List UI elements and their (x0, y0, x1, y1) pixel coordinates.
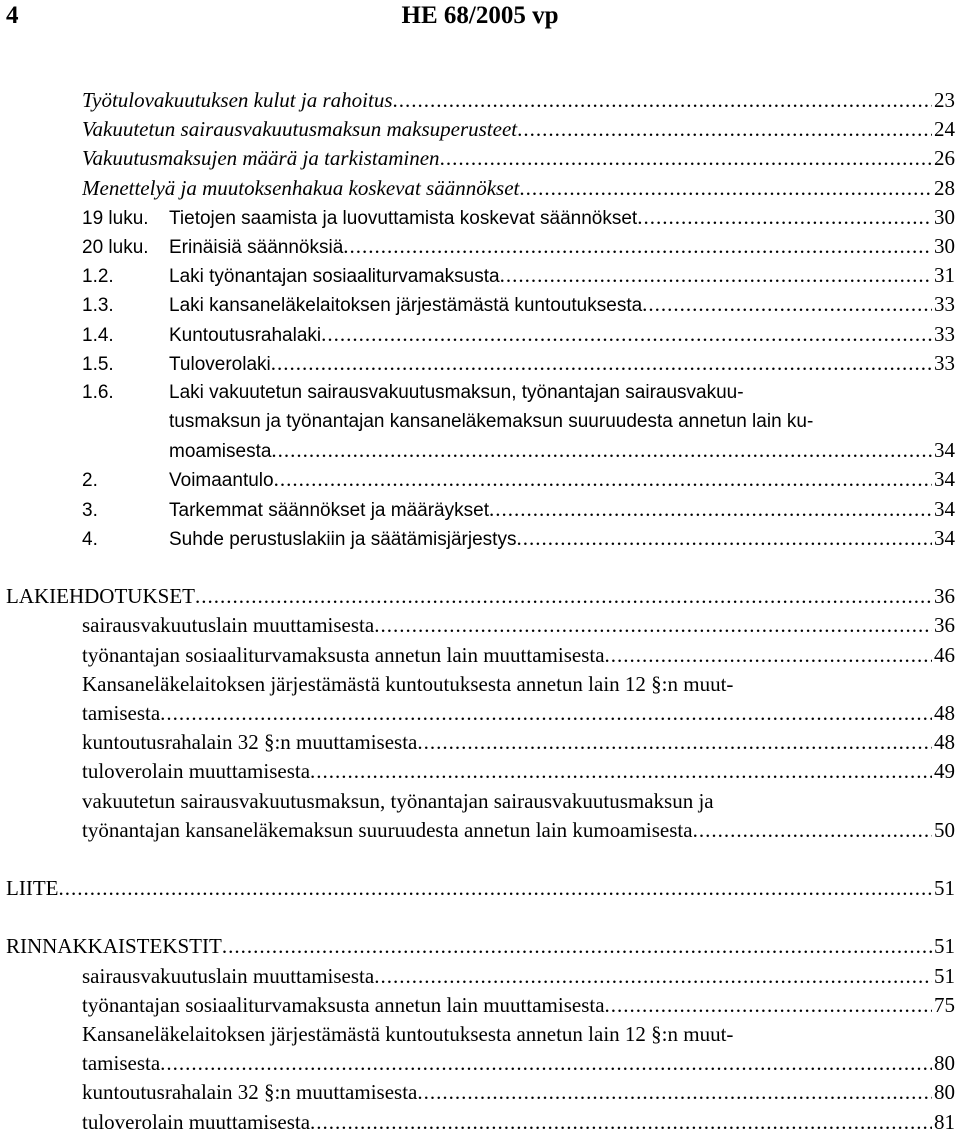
toc-entry-page: 30 (934, 233, 955, 258)
toc-entry-number: 20 luku. (82, 236, 149, 258)
toc-entry[interactable] (0, 816, 960, 845)
toc-entry[interactable] (0, 932, 960, 961)
toc-entry-page: 51 (934, 876, 955, 901)
toc-entry[interactable] (0, 320, 960, 349)
toc-entry-title: Menettelyä ja muutoksenhakua koskevat säännökset (82, 175, 520, 200)
dot-leader (310, 1108, 932, 1137)
dot-leader (637, 203, 932, 232)
toc-entry[interactable] (0, 670, 960, 699)
toc-entry-page: 49 (934, 759, 955, 784)
dot-leader (500, 261, 932, 290)
toc-entry-number: 4. (82, 528, 98, 550)
toc-entry-title: kuntoutusrahalain 32 §:n muuttamisesta (82, 1080, 418, 1105)
toc-entry-title: LIITE (6, 876, 59, 901)
dot-leader (274, 465, 932, 494)
toc-entry[interactable] (0, 203, 960, 232)
dot-leader (417, 1078, 932, 1107)
toc-entry[interactable] (0, 1108, 960, 1137)
toc-entry[interactable] (0, 874, 960, 903)
toc-entry[interactable] (0, 1049, 960, 1078)
toc-entry-title: työnantajan sosiaaliturvamaksusta annetun lain muuttamisesta (82, 992, 605, 1017)
toc-entry-page: 30 (934, 204, 955, 229)
dot-leader (517, 115, 932, 144)
toc-entry-title: Laki työnantajan sosiaaliturvamaksusta (169, 266, 500, 288)
toc-entry[interactable] (0, 465, 960, 494)
toc-entry-number: 1.3. (82, 295, 114, 317)
toc-entry-title: tuloverolain muuttamisesta (82, 1109, 311, 1134)
toc-entry[interactable] (0, 728, 960, 757)
dot-leader (374, 962, 932, 991)
toc-entry[interactable] (0, 436, 960, 465)
toc-entry-title: tamisesta (82, 1051, 161, 1076)
toc-entry-title: Tietojen saamista ja luovuttamista koskevat säännökset (169, 207, 638, 229)
dot-leader (222, 932, 932, 961)
toc-entry-page: 81 (934, 1109, 955, 1134)
dot-leader (271, 436, 932, 465)
toc-entry-title: tusmaksun ja työnantajan kansaneläkemaksun suuruudesta annetun lain ku- (169, 411, 814, 433)
toc-entry-page: 48 (934, 700, 955, 725)
toc-entry[interactable] (0, 1078, 960, 1107)
toc-entry-title: Vakuutetun sairausvakuutusmaksun maksuperusteet (82, 117, 518, 142)
toc-entry-page: 36 (934, 613, 955, 638)
toc-entry-page: 48 (934, 730, 955, 755)
toc-entry-title: sairausvakuutuslain muuttamisesta (82, 963, 375, 988)
toc-entry[interactable] (0, 144, 960, 173)
toc-entry-title: RINNAKKAISTEKSTIT (6, 934, 222, 959)
toc-entry-title: vakuutetun sairausvakuutusmaksun, työnantajan sairausvakuutusmaksun ja (82, 788, 714, 813)
dot-leader (605, 641, 932, 670)
toc-entry-title: Tuloverolaki (169, 353, 271, 375)
toc-entry-number: 1.6. (82, 381, 114, 403)
toc-entry-page: 31 (934, 263, 955, 288)
toc-entry-page: 34 (934, 467, 955, 492)
dot-leader (519, 174, 932, 203)
toc-entry-title: Tarkemmat säännökset ja määräykset (169, 499, 489, 521)
toc-entry-number: 19 luku. (82, 207, 149, 229)
dot-leader (642, 290, 932, 319)
toc-entry[interactable] (0, 611, 960, 640)
dot-leader (393, 86, 933, 115)
toc-entry-title: Erinäisiä säännöksiä (169, 236, 344, 258)
toc-entry-number: 3. (82, 499, 98, 521)
dot-leader (321, 320, 932, 349)
toc-entry[interactable] (0, 378, 960, 407)
toc-entry-page: 75 (934, 992, 955, 1017)
toc-entry[interactable] (0, 787, 960, 816)
dot-leader (516, 524, 932, 553)
toc-entry-title: Työtulovakuutuksen kulut ja rahoitus (82, 88, 393, 112)
toc-entry-title: LAKIEHDOTUKSET (6, 584, 195, 609)
toc-entry[interactable] (0, 349, 960, 378)
dot-leader (489, 495, 932, 524)
toc-entry-page: 33 (934, 321, 955, 346)
dot-leader (271, 349, 932, 378)
toc-entry-title: Suhde perustuslakiin ja säätämisjärjestys (169, 528, 517, 550)
toc-entry-title: tuloverolain muuttamisesta (82, 759, 311, 784)
dot-leader (693, 816, 932, 845)
toc-entry-number: 1.5. (82, 353, 114, 375)
toc-entry-page: 51 (934, 934, 955, 959)
toc-entry-page: 28 (934, 175, 955, 200)
table-of-contents (0, 86, 960, 1137)
toc-entry-page: 24 (934, 117, 955, 142)
toc-entry[interactable] (0, 524, 960, 553)
toc-entry-page: 51 (934, 963, 955, 988)
document-id: HE 68/2005 vp (401, 2, 559, 29)
toc-entry-number: 2. (82, 470, 98, 492)
toc-entry[interactable] (0, 290, 960, 319)
toc-entry[interactable] (0, 641, 960, 670)
toc-entry-title: Laki vakuutetun sairausvakuutusmaksun, työnantajan sairausvakuu- (169, 381, 744, 403)
dot-leader (160, 699, 932, 728)
toc-entry[interactable] (0, 962, 960, 991)
toc-entry-title: tamisesta (82, 700, 161, 725)
toc-entry-title: työnantajan sosiaaliturvamaksusta annetun lain muuttamisesta (82, 642, 605, 667)
dot-leader (160, 1049, 932, 1078)
toc-entry[interactable] (0, 757, 960, 786)
toc-entry-page: 34 (934, 525, 955, 550)
dot-leader (417, 728, 932, 757)
toc-entry-page: 34 (934, 438, 955, 463)
toc-entry[interactable] (0, 582, 960, 611)
toc-entry[interactable] (0, 1020, 960, 1049)
toc-entry[interactable] (0, 86, 960, 115)
toc-entry[interactable] (0, 991, 960, 1020)
toc-entry-page: 36 (934, 584, 955, 609)
toc-entry-title: moamisesta (169, 441, 272, 463)
toc-entry-title: sairausvakuutuslain muuttamisesta (82, 613, 375, 638)
toc-entry-title: Voimaantulo (169, 470, 274, 492)
toc-entry-page: 50 (934, 817, 955, 842)
toc-entry-title: Kansaneläkelaitoksen järjestämästä kuntoutuksesta annetun lain 12 §:n muut- (82, 1022, 734, 1046)
dot-leader (58, 874, 932, 903)
toc-entry-number: 1.4. (82, 324, 114, 346)
toc-entry[interactable] (0, 232, 960, 261)
toc-entry[interactable] (0, 115, 960, 144)
toc-entry-page: 46 (934, 642, 955, 667)
toc-entry-title: Vakuutusmaksujen määrä ja tarkistaminen (82, 146, 440, 171)
dot-leader (374, 611, 932, 640)
toc-entry-page: 33 (934, 292, 955, 317)
toc-entry-title: Kansaneläkelaitoksen järjestämästä kuntoutuksesta annetun lain 12 §:n muut- (82, 671, 734, 696)
toc-entry-title: Laki kansaneläkelaitoksen järjestämästä kuntoutuksesta (169, 295, 643, 317)
toc-entry[interactable] (0, 174, 960, 203)
toc-entry-page: 23 (934, 88, 955, 112)
toc-entry[interactable] (0, 407, 960, 436)
toc-entry-page: 26 (934, 146, 955, 171)
toc-entry-number: 1.2. (82, 266, 114, 288)
dot-leader (440, 144, 932, 173)
toc-entry[interactable] (0, 261, 960, 290)
toc-entry-page: 33 (934, 350, 955, 375)
toc-entry-page: 34 (934, 496, 955, 521)
toc-entry-title: työnantajan kansaneläkemaksun suuruudesta annetun lain kumoamisesta (82, 817, 693, 842)
dot-leader (343, 232, 932, 261)
page-number: 4 (6, 2, 19, 29)
page-header (0, 0, 960, 36)
toc-entry[interactable] (0, 495, 960, 524)
dot-leader (605, 991, 932, 1020)
toc-entry-title: kuntoutusrahalain 32 §:n muuttamisesta (82, 730, 418, 755)
toc-entry-page: 80 (934, 1051, 955, 1076)
dot-leader (195, 582, 932, 611)
dot-leader (310, 757, 932, 786)
toc-entry-title: Kuntoutusrahalaki (169, 324, 322, 346)
toc-entry[interactable] (0, 699, 960, 728)
toc-entry-page: 80 (934, 1080, 955, 1105)
